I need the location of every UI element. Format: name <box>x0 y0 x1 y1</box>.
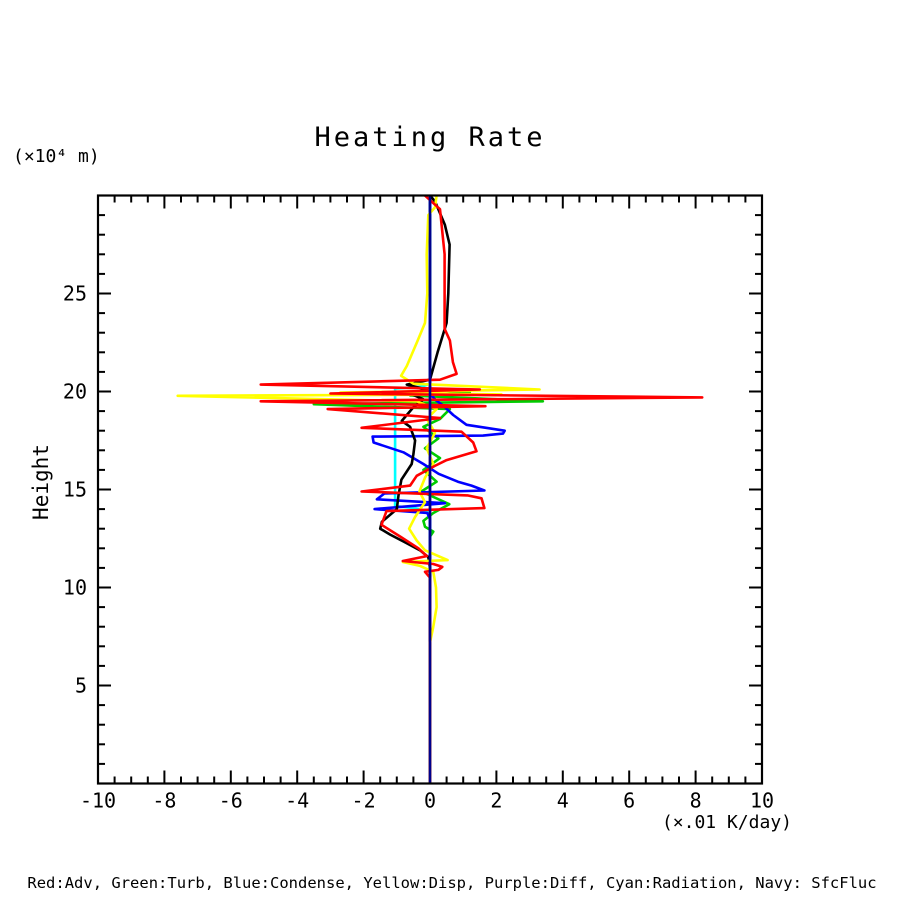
y-tick-label: 10 <box>62 575 87 600</box>
x-tick-label: -10 <box>79 788 117 813</box>
x-tick-label: 8 <box>689 788 702 813</box>
x-tick-label: 0 <box>423 788 437 813</box>
x-tick-label: -2 <box>351 788 376 813</box>
series-disp-line <box>178 196 540 784</box>
x-tick-label: -6 <box>218 788 243 813</box>
x-tick-label: -8 <box>152 788 177 813</box>
y-axis-units-label: (×10⁴ m) <box>13 146 100 167</box>
x-tick-label: -4 <box>285 788 310 813</box>
x-tick-label: 4 <box>556 788 569 813</box>
series-condense-line <box>373 196 505 784</box>
legend-text: Red:Adv, Green:Turb, Blue:Condense, Yellow:Disp, Purple:Diff, Cyan:Radiation, Navy: SfcFluc <box>27 874 877 892</box>
x-axis-units-label: (×.01 K/day) <box>661 812 792 833</box>
y-tick-label: 15 <box>62 477 87 502</box>
series-black-line <box>380 196 449 784</box>
chart-title: Heating Rate <box>314 122 546 153</box>
y-tick-label: 25 <box>62 281 87 306</box>
y-tick-label: 20 <box>62 379 87 404</box>
y-tick-label: 5 <box>74 673 87 698</box>
x-tick-label: 6 <box>623 788 636 813</box>
x-tick-label: 2 <box>490 788 503 813</box>
y-axis-title: Height <box>29 444 53 520</box>
x-tick-label: 10 <box>749 788 775 813</box>
